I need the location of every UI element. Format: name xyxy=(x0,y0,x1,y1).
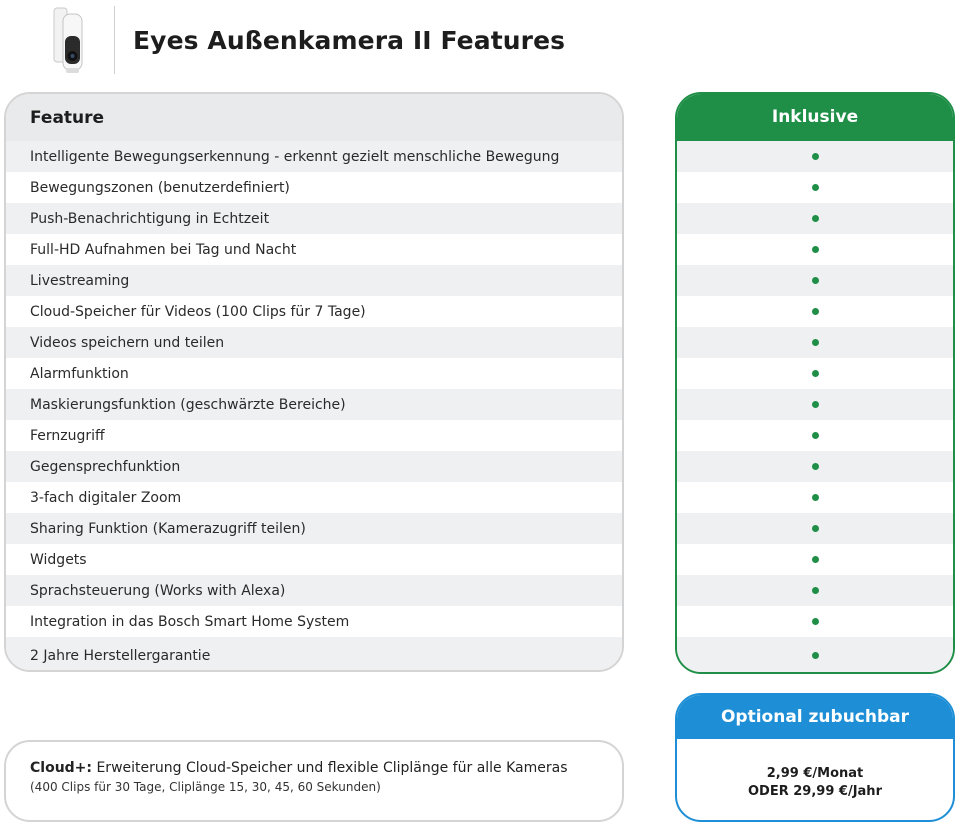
included-dot-icon xyxy=(812,618,819,625)
price-monthly: 2,99 €/Monat xyxy=(766,766,864,781)
feature-row: Alarmfunktion xyxy=(6,358,622,389)
cloud-plus-summary xyxy=(30,760,622,776)
optional-box xyxy=(675,693,955,822)
included-row xyxy=(677,606,953,637)
included-row xyxy=(677,544,953,575)
included-row xyxy=(677,420,953,451)
included-row xyxy=(677,482,953,513)
cloud-plus-label: Cloud+: xyxy=(30,760,93,776)
included-row xyxy=(677,203,953,234)
feature-row: Sharing Funktion (Kamerazugriff teilen) xyxy=(6,513,622,544)
feature-row: Sprachsteuerung (Works with Alexa) xyxy=(6,575,622,606)
included-column-header: Inklusive xyxy=(677,94,953,141)
included-dot-icon xyxy=(812,652,819,659)
feature-rows xyxy=(6,141,622,672)
included-dot-icon xyxy=(812,587,819,594)
feature-row: Cloud-Speicher für Videos (100 Clips für 7 Tage) xyxy=(6,296,622,327)
included-row xyxy=(677,141,953,172)
feature-column-header: Feature xyxy=(6,94,622,141)
included-dot-icon xyxy=(812,370,819,377)
cloud-plus-description: Erweiterung Cloud-Speicher und flexible Cliplänge für alle Kameras xyxy=(92,760,568,776)
feature-row: Livestreaming xyxy=(6,265,622,296)
included-dot-icon xyxy=(812,339,819,346)
included-dot-icon xyxy=(812,246,819,253)
feature-row: Videos speichern und teilen xyxy=(6,327,622,358)
optional-header: Optional zubuchbar xyxy=(677,695,953,739)
included-dot-icon xyxy=(812,308,819,315)
included-table xyxy=(675,92,955,674)
price-yearly: ODER 29,99 €/Jahr xyxy=(748,784,882,799)
page-title: Eyes Außenkamera II Features xyxy=(133,26,566,55)
feature-row: Maskierungsfunktion (geschwärzte Bereiche) xyxy=(6,389,622,420)
feature-row: Widgets xyxy=(6,544,622,575)
included-dot-icon xyxy=(812,556,819,563)
included-dot-icon xyxy=(812,277,819,284)
cloud-plus-details: (400 Clips für 30 Tage, Cliplänge 15, 30, 45, 60 Sekunden) xyxy=(30,780,381,794)
included-row xyxy=(677,265,953,296)
feature-row: 3-fach digitaler Zoom xyxy=(6,482,622,513)
feature-row: 2 Jahre Herstellergarantie xyxy=(6,637,622,672)
included-rows xyxy=(677,141,953,674)
included-row xyxy=(677,172,953,203)
camera-product-image xyxy=(52,6,84,76)
included-dot-icon xyxy=(812,401,819,408)
included-row xyxy=(677,513,953,544)
included-row xyxy=(677,575,953,606)
included-row xyxy=(677,637,953,674)
page-header xyxy=(0,0,960,80)
included-row xyxy=(677,234,953,265)
feature-row: Push-Benachrichtigung in Echtzeit xyxy=(6,203,622,234)
feature-row: Integration in das Bosch Smart Home System xyxy=(6,606,622,637)
feature-row: Bewegungszonen (benutzerdefiniert) xyxy=(6,172,622,203)
cloud-plus-box xyxy=(4,740,624,822)
included-row xyxy=(677,358,953,389)
included-row xyxy=(677,389,953,420)
included-dot-icon xyxy=(812,494,819,501)
header-divider xyxy=(114,6,115,74)
included-dot-icon xyxy=(812,184,819,191)
included-dot-icon xyxy=(812,432,819,439)
included-dot-icon xyxy=(812,215,819,222)
included-row xyxy=(677,451,953,482)
included-dot-icon xyxy=(812,153,819,160)
included-dot-icon xyxy=(812,525,819,532)
included-dot-icon xyxy=(812,463,819,470)
feature-row: Gegensprechfunktion xyxy=(6,451,622,482)
feature-row: Full-HD Aufnahmen bei Tag und Nacht xyxy=(6,234,622,265)
included-row xyxy=(677,296,953,327)
feature-row: Fernzugriff xyxy=(6,420,622,451)
feature-row: Intelligente Bewegungserkennung - erkennt gezielt menschliche Bewegung xyxy=(6,141,622,172)
included-row xyxy=(677,327,953,358)
optional-pricing xyxy=(677,739,953,801)
feature-table xyxy=(4,92,624,672)
